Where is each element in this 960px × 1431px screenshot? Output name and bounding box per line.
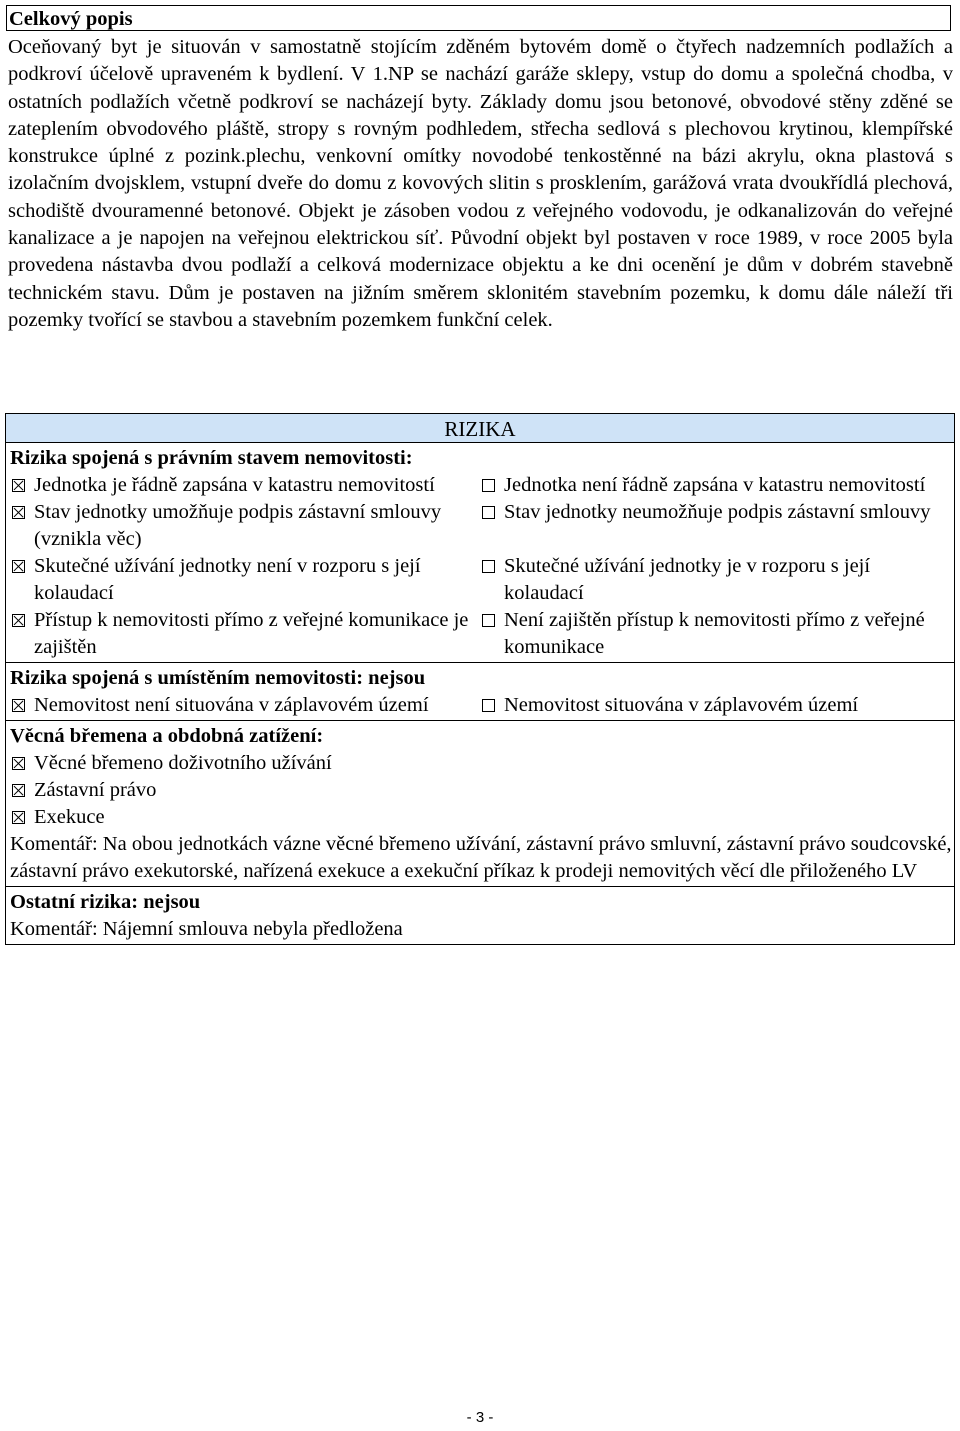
risk-row — [10, 607, 954, 661]
checked-checkbox-icon — [12, 811, 25, 824]
risk-row — [10, 472, 954, 499]
risk-option-label: Jednotka je řádně zapsána v katastru nemovitostí — [34, 474, 435, 496]
risk-row — [10, 692, 954, 719]
risk-option-label: Stav jednotky umožňuje podpis zástavní smlouvy (vznikla věc) — [34, 501, 442, 550]
checked-checkbox-icon — [12, 784, 25, 797]
checked-checkbox-icon — [12, 479, 25, 492]
risk-option-label: Skutečné užívání jednotky je v rozporu s její kolaudací — [504, 555, 871, 604]
risk-table — [5, 413, 955, 945]
easement-item — [10, 804, 954, 831]
risk-option-label: Nemovitost není situována v záplavovém území — [34, 694, 429, 716]
risk-option-left — [10, 499, 480, 553]
risk-row — [10, 499, 954, 553]
easements-section — [6, 721, 954, 887]
easement-label: Věcné břemeno doživotního užívání — [34, 752, 332, 774]
section-heading: Celkový popis — [6, 5, 951, 31]
easement-label: Exekuce — [34, 806, 105, 828]
risk-option-left — [10, 607, 480, 661]
easement-item — [10, 777, 954, 804]
empty-checkbox-icon — [482, 506, 495, 519]
description-paragraph: Oceňovaný byt je situován v samostatně stojícím zděném bytovém domě o čtyřech nadzemních podlažích a podkroví účelově upraveném k bydlení. V 1.NP se nachází garáže sklepy, vstup do domu a společná chodba, v ostatních podlažích včetně podkroví se nacházejí byty. Základy domu jsou betonové, obvodové stěny zděné se zateplením obvodového pláště, stropy s rovným podhledem, střecha sedlová s plechovou krytinou, klempířské konstrukce úplné z pozink.plechu, venkovní omítky novodobé tenkostěnné na bázi akrylu, okna plastová s izolačním dvojsklem, vstupní dveře do domu z kovových slitin s prosklením, garážová vrata dvoukřídlá plechová, schodiště dvouramenné betonové. Objekt je zásoben vodou z veřejného vodovodu, je odkanalizován do veřejné kanalizace a je napojen na veřejnou elektrickou síť. Původní objekt byl postaven v roce 1989, v roce 2005 byla provedena nástavba dvou podlaží a celková modernizace objektu a ke dni ocenění je dům v dobrém stavebně technickém stavu. Dům je postaven na jižním směrem sklonitém stavebním pozemku, k domu dále náleží tři pozemky tvořící se stavbou a stavebním pozemkem funkční celek. — [8, 36, 953, 331]
risk-option-label: Stav jednotky neumožňuje podpis zástavní smlouvy — [504, 501, 931, 523]
risk-option-left — [10, 553, 480, 607]
risk-option-right — [480, 553, 954, 607]
other-risks-comment: Komentář: Nájemní smlouva nebyla předložena — [10, 918, 403, 940]
risk-row — [10, 553, 954, 607]
checked-checkbox-icon — [12, 699, 25, 712]
checked-checkbox-icon — [12, 757, 25, 770]
risk-option-right — [480, 499, 954, 553]
risk-option-right — [480, 692, 954, 719]
empty-checkbox-icon — [482, 699, 495, 712]
risk-option-label: Skutečné užívání jednotky není v rozporu s její kolaudací — [34, 555, 421, 604]
risk-option-label: Přístup k nemovitosti přímo z veřejné komunikace je zajištěn — [34, 609, 469, 658]
location-risks-title: Rizika spojená s umístěním nemovitosti: nejsou — [10, 667, 426, 689]
easement-item — [10, 750, 954, 777]
legal-risks-title: Rizika spojená s právním stavem nemovitosti: — [10, 447, 413, 469]
checked-checkbox-icon — [12, 614, 25, 627]
empty-checkbox-icon — [482, 560, 495, 573]
other-risks-title: Ostatní rizika: nejsou — [10, 891, 201, 913]
empty-checkbox-icon — [482, 479, 495, 492]
risk-option-right — [480, 472, 954, 499]
location-risks-section — [6, 663, 954, 721]
easement-label: Zástavní právo — [34, 779, 157, 801]
easements-title: Věcná břemena a obdobná zatížení: — [10, 725, 324, 747]
checked-checkbox-icon — [12, 560, 25, 573]
easements-comment: Komentář: Na obou jednotkách vázne věcné břemeno užívání, zástavní právo smluvní, zástavní právo soudcovské, zástavní právo exekutorské, nařízená exekuce a exekuční příkaz k prodeji nemovitých věcí dle přiloženého LV — [10, 833, 952, 882]
risk-option-label: Jednotka není řádně zapsána v katastru nemovitostí — [504, 474, 926, 496]
empty-checkbox-icon — [482, 614, 495, 627]
risk-option-label: Nemovitost situována v záplavovém území — [504, 694, 859, 716]
legal-risks-section — [6, 443, 954, 663]
risk-option-left — [10, 472, 480, 499]
risk-option-left — [10, 692, 480, 719]
risk-option-right — [480, 607, 954, 661]
page-number: - 3 - — [466, 1409, 494, 1426]
other-risks-section — [6, 887, 954, 944]
risk-table-title: RIZIKA — [6, 414, 954, 443]
checked-checkbox-icon — [12, 506, 25, 519]
risk-option-label: Není zajištěn přístup k nemovitosti přímo z veřejné komunikace — [504, 609, 925, 658]
